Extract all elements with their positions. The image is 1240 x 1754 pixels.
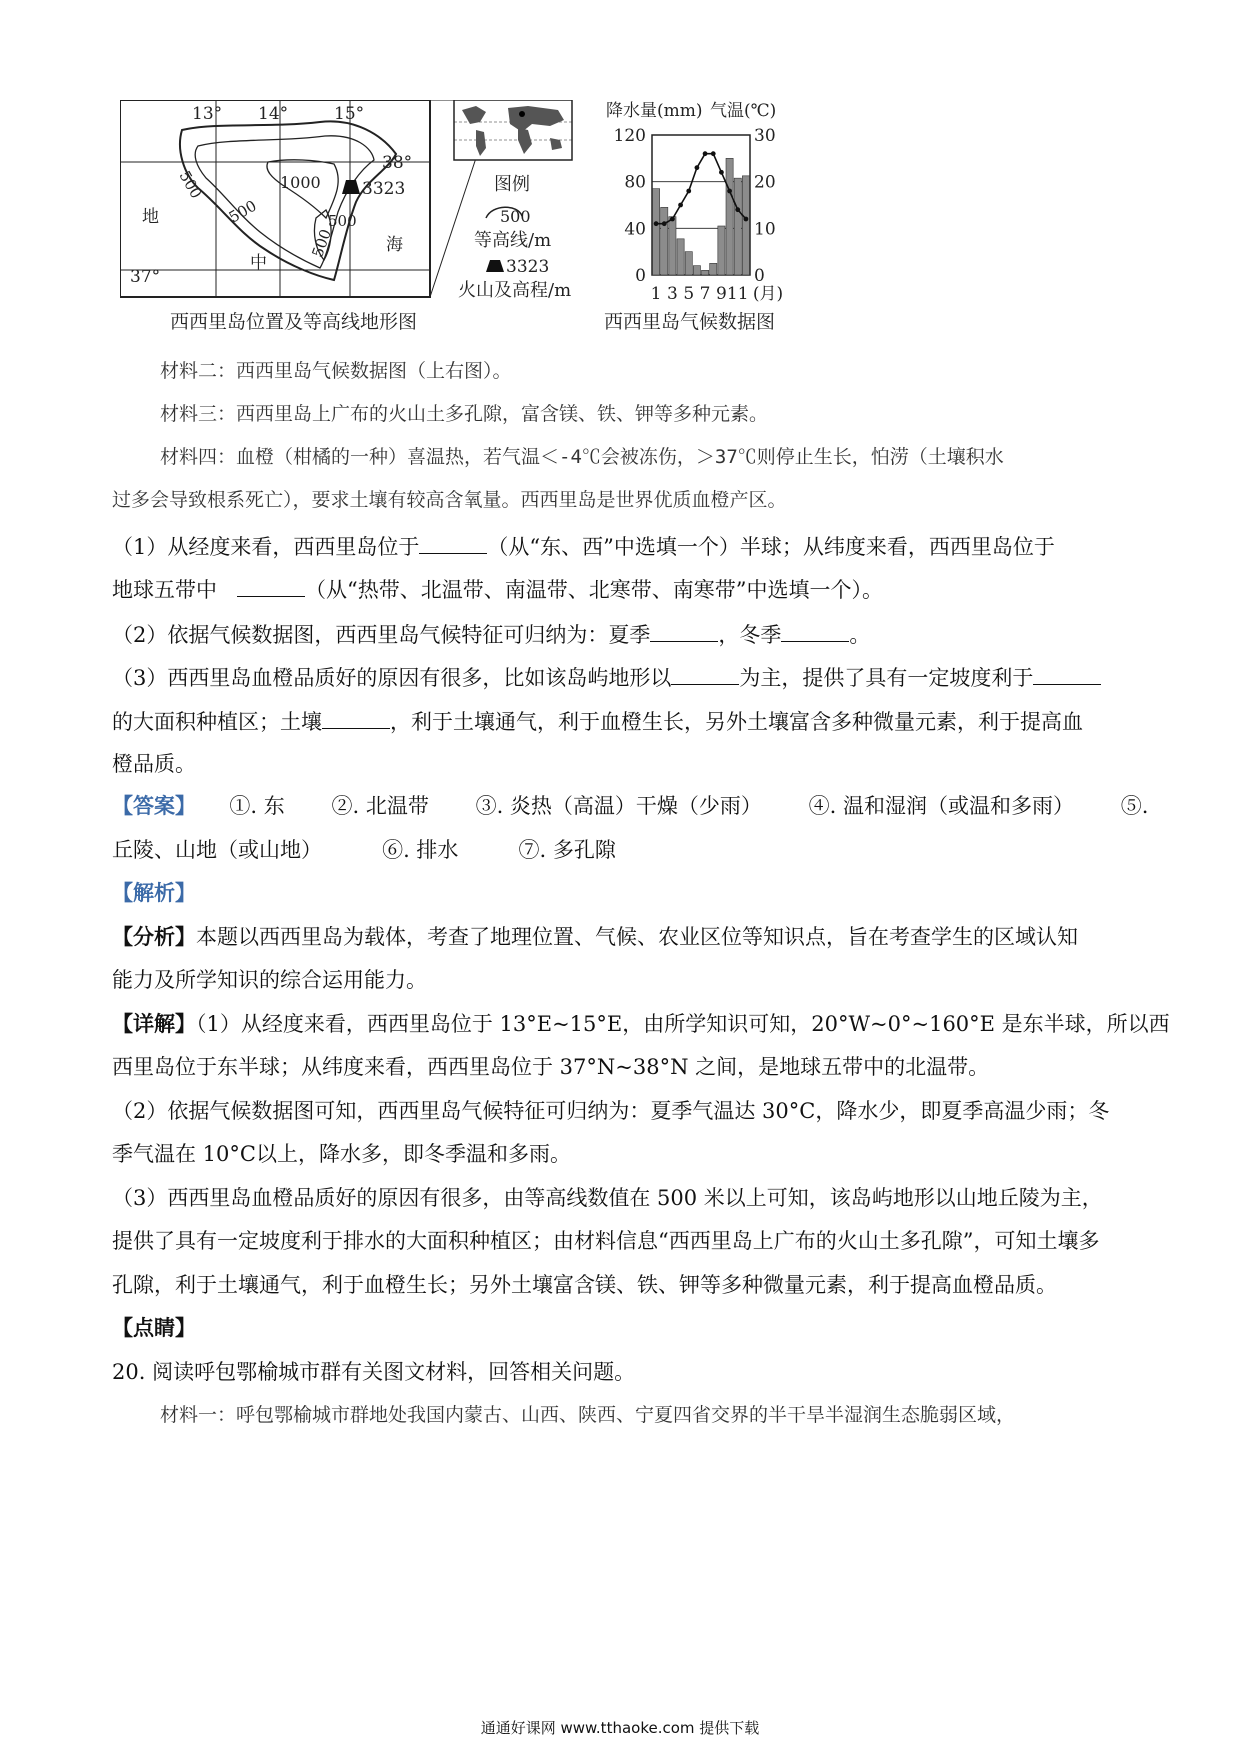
answer-line-2: 丘陵、山地（或山地） ⑥. 排水 ⑦. 多孔隙 — [112, 838, 616, 862]
precip-bar — [685, 252, 692, 275]
temperature-point — [678, 203, 683, 208]
temperature-point — [686, 189, 691, 194]
temp-axis-label: 气温(℃) — [710, 101, 777, 121]
question-1-line-2: 地球五带中 （从“热带、北温带、南温带、北寒带、南寒带”中选填一个）。 — [112, 574, 1132, 604]
answer-line-1: 【答案】 ①. 东 ②. 北温带 ③. 炎热（高温）干燥（少雨） ④. 温和湿润（或温和多雨） ⑤. — [112, 793, 1149, 818]
contour-label-3: 1000 — [280, 173, 321, 192]
month-tick-label: 7 — [699, 284, 711, 304]
precip-tick-label: 120 — [613, 126, 646, 146]
answer-tag: 【答案】 — [112, 793, 196, 818]
month-tick-label: (月) — [752, 284, 784, 304]
detail-line-4: 季气温在 10°C以上，降水多，即冬季温和多雨。 — [112, 1142, 571, 1166]
precip-bar — [693, 266, 700, 275]
analysis-line-2: 能力及所学知识的综合运用能力。 — [112, 968, 427, 992]
detail-line-7: 孔隙，利于土壤通气，利于血橙生长；另外土壤富含镁、铁、钾等多种微量元素，利于提高血橙品质。 — [112, 1273, 1057, 1297]
precip-tick-label: 0 — [635, 266, 646, 286]
blank-2 — [237, 574, 305, 597]
temperature-point — [727, 189, 732, 194]
question-3-line-2: 的大面积种植区；土壤 ，利于土壤通气，利于血橙生长，另外土壤富含多种微量元素，利于提高血 — [112, 706, 1132, 736]
contour-label-5: 500 — [308, 226, 336, 260]
analysis-tag: 【解析】 — [112, 880, 196, 905]
month-tick-label: 9 — [716, 284, 727, 304]
question-3-line-3: 橙品质。 — [112, 752, 196, 776]
temp-tick-label: 10 — [754, 219, 776, 240]
question-20-material-1: 材料一：呼包鄂榆城市群地处我国内蒙古、山西、陕西、宁夏四省交界的半干旱半湿润生态脆弱区域， — [160, 1404, 1016, 1426]
lon-15-label: 15° — [334, 104, 365, 124]
world-inset-map — [454, 100, 572, 160]
material-2: 材料二：西西里岛气候数据图（上右图）。 — [160, 360, 512, 382]
footer-source: 通通好课网 www.tthaoke.com 提供下载 — [480, 1719, 760, 1737]
detail-line-6: 提供了具有一定坡度利于排水的大面积种植区；由材料信息“西西里岛上广布的火山土多孔隙”，可知土壤多 — [112, 1229, 1100, 1253]
precip-bar — [702, 270, 709, 275]
dianjing-tag: 【点睛】 — [112, 1315, 196, 1340]
climate-chart — [604, 101, 783, 333]
precip-bar — [718, 226, 725, 275]
sicily-contour-map — [120, 100, 430, 333]
precip-bar — [726, 158, 733, 275]
legend-contour-value: 500 — [500, 207, 531, 226]
precip-axis-label: 降水量(mm) — [606, 101, 703, 121]
legend-contour-label: 等高线/m — [474, 230, 552, 251]
volcano-icon — [342, 180, 360, 194]
contour-label-4: 500 — [328, 212, 357, 230]
month-tick-label: 1 — [650, 284, 662, 304]
blank-3 — [650, 619, 718, 642]
month-tick-label: 3 — [667, 284, 678, 304]
detail-line-2: 西里岛位于东半球；从纬度来看，西西里岛位于 37°N~38°N 之间，是地球五带中的北温带。 — [112, 1055, 990, 1079]
precip-bar — [742, 176, 749, 275]
precip-bar — [677, 239, 684, 275]
blank-1 — [419, 531, 487, 554]
precip-bar — [653, 189, 660, 275]
temperature-point — [654, 221, 659, 226]
legend-volcano-label: 火山及高程/m — [458, 280, 572, 301]
temperature-point — [711, 151, 716, 156]
lon-13-label: 13° — [192, 104, 223, 124]
question-1-line-1: （1）从经度来看，西西里岛位于 （从“东、西”中选填一个）半球；从纬度来看，西西里岛位于 — [112, 531, 1132, 561]
precip-tick-label: 40 — [624, 219, 646, 240]
map-caption: 西西里岛位置及等高线地形图 — [170, 311, 418, 333]
detail-line-3: （2）依据气候数据图可知，西西里岛气候特征可归纳为：夏季气温达 30°C，降水少，即夏季高温少雨；冬 — [112, 1099, 1110, 1123]
legend-title: 图例 — [494, 174, 530, 195]
temp-tick-label: 30 — [754, 126, 776, 146]
lon-14-label: 14° — [258, 104, 289, 124]
contour-label-1: 500 — [175, 167, 206, 202]
temperature-point — [735, 207, 740, 212]
map-legend — [458, 174, 571, 301]
temperature-point — [695, 165, 700, 170]
temperature-point — [670, 217, 675, 222]
precip-bar — [734, 178, 741, 275]
question-2: （2）依据气候数据图，西西里岛气候特征可归纳为：夏季 ，冬季 。 — [112, 619, 1132, 649]
lat-38-label: 38° — [382, 153, 413, 173]
sea-char-di: 地 — [142, 207, 159, 227]
climate-caption: 西西里岛气候数据图 — [604, 311, 776, 333]
temperature-point — [662, 221, 667, 226]
analysis-line-1: 【分析】本题以西西里岛为载体，考查了地理位置、气候、农业区位等知识点，旨在考查学生的区域认知 — [112, 924, 1078, 949]
material-3: 材料三：西西里岛上广布的火山土多孔隙，富含镁、铁、钾等多种元素。 — [160, 403, 769, 425]
sea-char-hai: 海 — [386, 235, 403, 255]
blank-7 — [322, 706, 390, 729]
blank-5 — [671, 662, 739, 685]
question-3-line-1: （3）西西里岛血橙品质好的原因有很多，比如该岛屿地形以 为主，提供了具有一定坡度利于 — [112, 662, 1132, 692]
question-20-title: 20. 阅读呼包鄂榆城市群有关图文材料，回答相关问题。 — [112, 1360, 636, 1384]
lat-37-label: 37° — [130, 267, 161, 287]
material-4-line-2: 过多会导致根系死亡），要求土壤有较高含氧量。西西里岛是世界优质血橙产区。 — [112, 489, 787, 511]
figure-area — [120, 100, 910, 382]
temperature-point — [703, 151, 708, 156]
month-tick-label: 5 — [683, 284, 695, 304]
month-tick-label: 11 — [726, 284, 749, 304]
sea-char-zhong: 中 — [250, 253, 267, 273]
blank-4 — [781, 619, 849, 642]
material-4-line-1: 材料四：血橙（柑橘的一种）喜温热，若气温＜-4℃会被冻伤，＞37℃则停止生长，怕涝（土壤积水 — [160, 446, 1004, 468]
precip-bar — [710, 263, 717, 275]
legend-volcano-value: 3323 — [506, 257, 550, 277]
detail-line-1: 【详解】（1）从经度来看，西西里岛位于 13°E~15°E，由所学知识可知，20°W~0°~160°E 是东半球，所以西 — [112, 1011, 1170, 1036]
temperature-point — [719, 170, 724, 175]
peak-elevation: 3323 — [362, 179, 406, 199]
temp-tick-label: 20 — [754, 172, 776, 193]
precip-bar — [669, 217, 676, 275]
volcano-legend-icon — [486, 260, 504, 272]
contour-label-2: 500 — [225, 196, 260, 227]
blank-6 — [1033, 662, 1101, 685]
contour-500-a — [195, 136, 374, 268]
precip-bar — [661, 207, 668, 275]
detail-line-5: （3）西西里岛血橙品质好的原因有很多，由等高线数值在 500 米以上可知，该岛屿地形以山地丘陵为主， — [112, 1186, 1103, 1210]
temp-tick-label: 0 — [754, 266, 765, 286]
temperature-point — [744, 217, 749, 222]
precip-tick-label: 80 — [624, 172, 646, 193]
